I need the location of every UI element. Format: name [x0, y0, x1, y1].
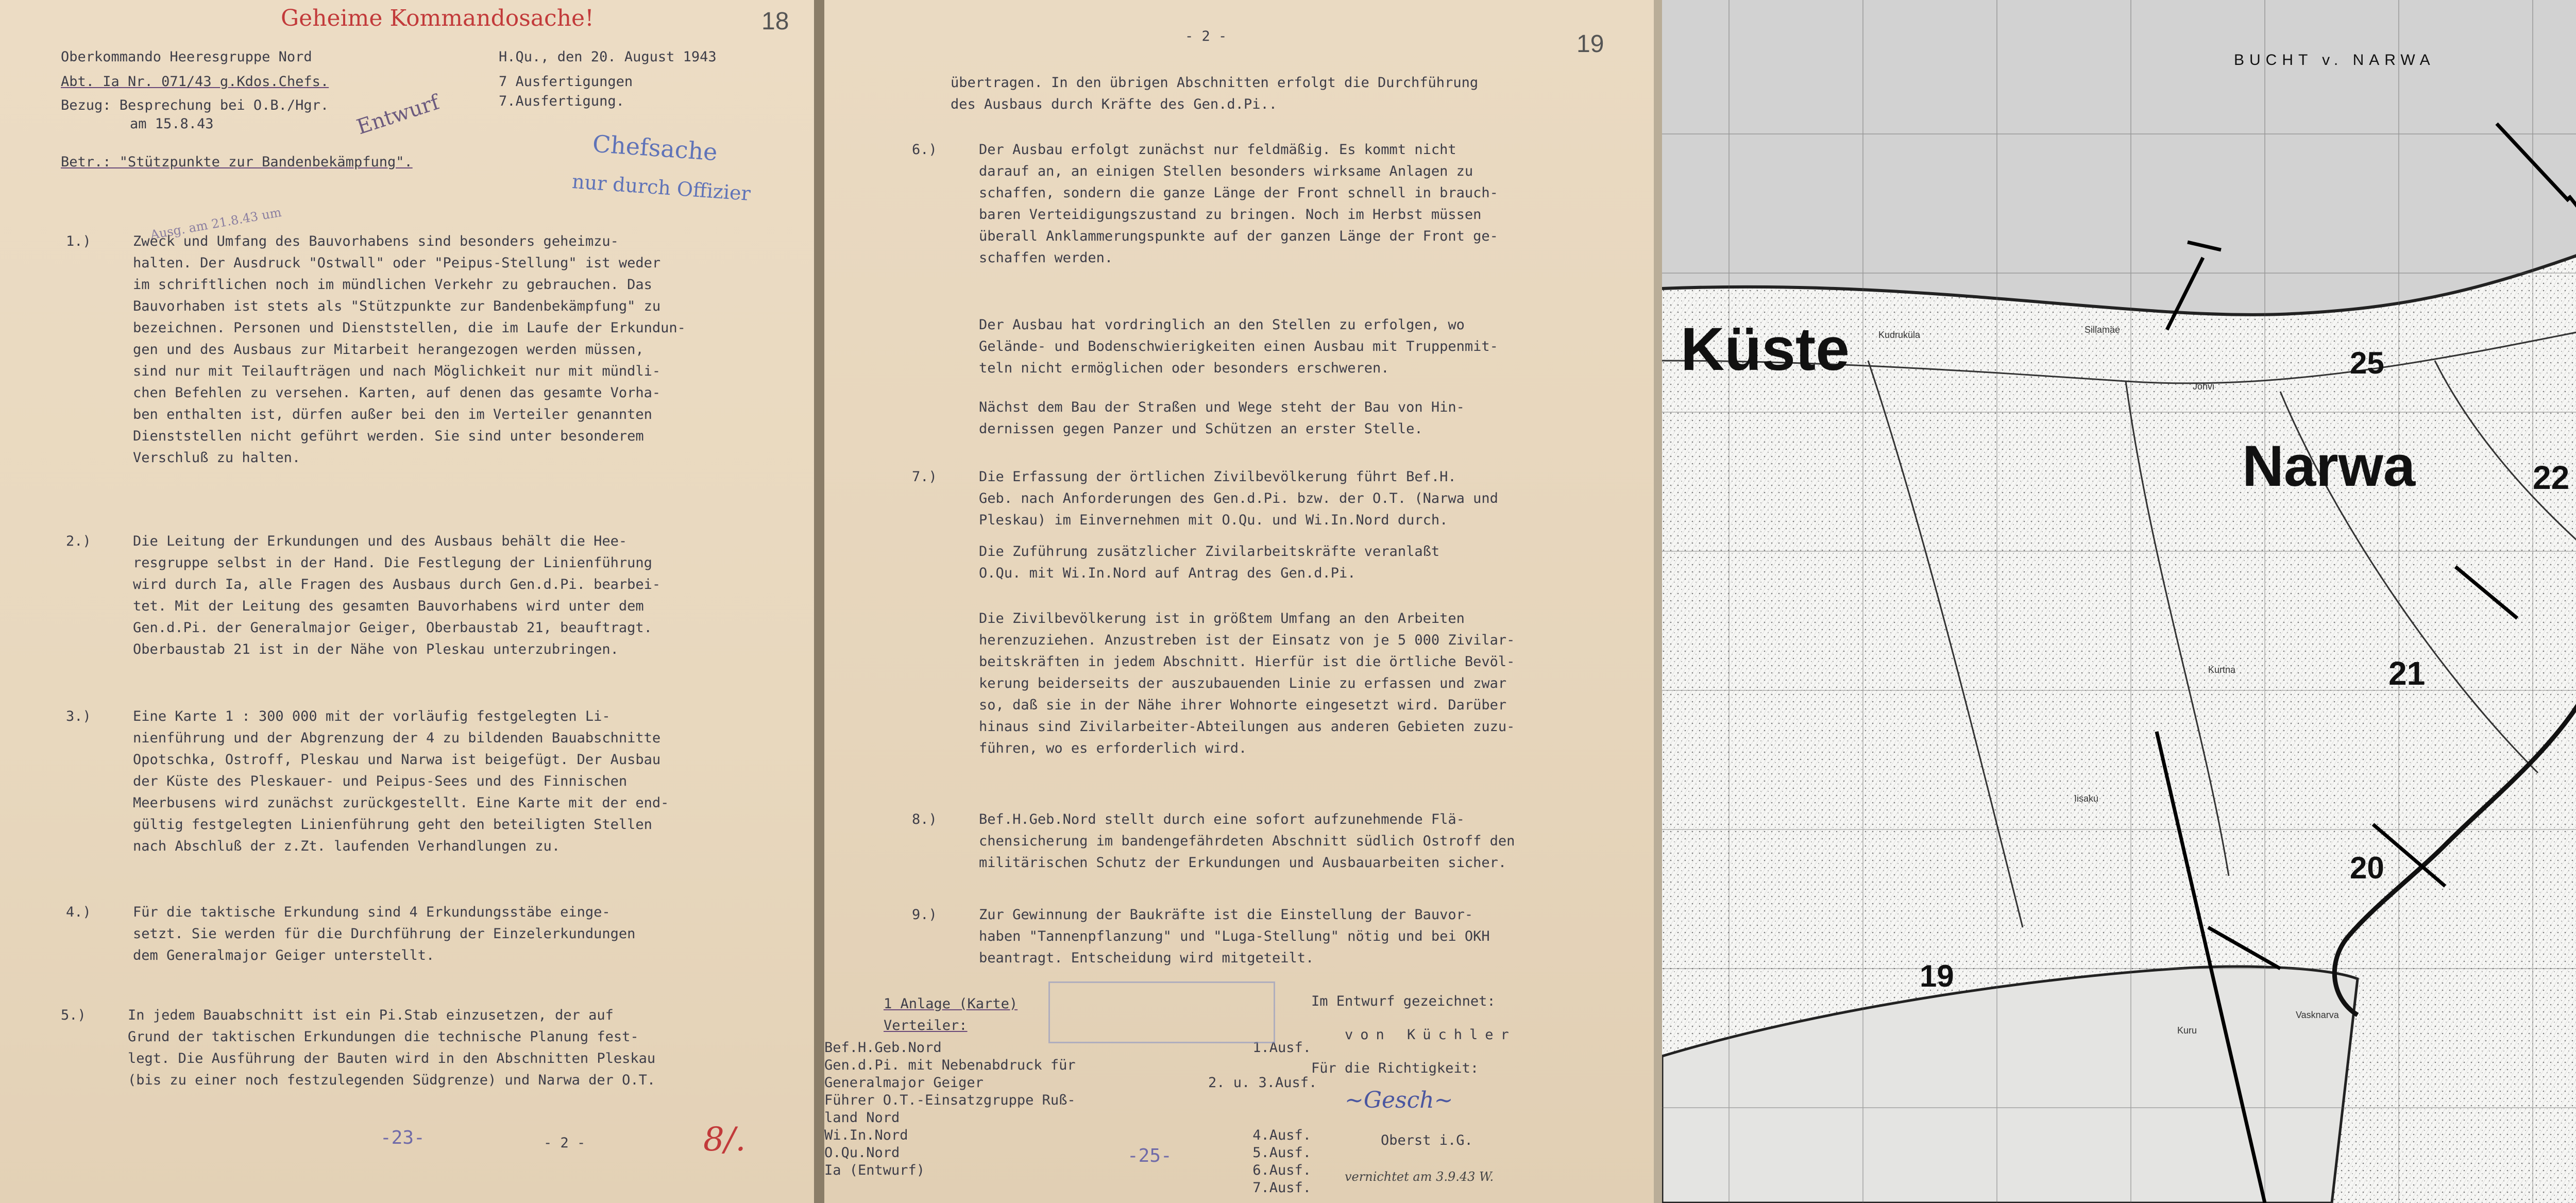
subject-line: Betr.: "Stützpunkte zur Bandenbekämpfung".	[61, 154, 413, 170]
town-label: Vasknarva	[2296, 1010, 2339, 1020]
distribution-entry: land Nord	[824, 1110, 900, 1126]
town-label: Sillamäe	[2084, 325, 2121, 335]
paragraph-2: 2.) Die Leitung der Erkundungen und des Ausbaus behält die Hee- resgruppe selbst in der Hand. Die Festlegung der Linienführung wird durch Ia, alle Fragen des Ausbaus durch Gen.d.Pi. bearbei- tet. Mit der Leitung des gesamten Bauvorhabens wird unter dem Gen.d.Pi. der Generalmajor Geiger, Oberbaustab 21, beauftragt. Oberbaustab 21 ist in der Nähe von Pleskau unterzubringen.	[66, 533, 661, 657]
section-21: 21	[2388, 655, 2426, 692]
paragraph-6c: Nächst dem Bau der Straßen und Wege steht der Bau von Hin- dernissen gegen Panzer und Schützen an erster Stelle.	[979, 399, 1465, 437]
paragraph-3: 3.) Eine Karte 1 : 300 000 mit der vorläufig festgelegten Li- nienführung und der Abgrenzung der 4 zu bildenden Bauabschnitte Opotschka, Ostroff, Pleskau und Narwa ist beigefügt. Der Ausbau der Küste des Pleskauer- und Peipus-Sees und des Finnischen Meerbusens wird zunächst zurückgestellt. Eine Karte mit der end- gültig festgelegten Linienführung geht den beteiligten Stellen nach Abschluß der z.Zt. laufenden Verhandlungen zu.	[66, 708, 669, 854]
distribution-heading: Verteiler:	[884, 1018, 968, 1033]
certified-correct: Für die Richtigkeit:	[1311, 1060, 1479, 1076]
document-page-2	[824, 0, 1654, 1203]
paragraph-7b: Die Zuführung zusätzlicher Zivilarbeitskräfte veranlaßt O.Qu. mit Wi.In.Nord auf Antrag des Gen.d.Pi.	[979, 544, 1440, 581]
footer-archive-number: -23-	[380, 1127, 425, 1148]
entwurf-stamp: Entwurf	[353, 90, 443, 140]
distribution-copy: 5.Ausf.	[1252, 1145, 1311, 1161]
officer-only-stamp: nur durch Offizier	[571, 170, 752, 206]
signed-in-draft: Im Entwurf gezeichnet:	[1311, 993, 1496, 1009]
continuation-text: übertragen. In den übrigen Abschnitten erfolgt die Durchführung des Ausbaus durch Kräfte des Gen.d.Pi..	[951, 75, 1479, 112]
distribution-copy: 4.Ausf.	[1252, 1127, 1311, 1143]
signer-rank: Oberst i.G.	[1381, 1132, 1473, 1148]
reference-line: Abt. Ia Nr. 071/43 g.Kdos.Chefs.	[61, 74, 329, 90]
bezug-date: am 15.8.43	[130, 116, 214, 132]
page-header: - 2 -	[1185, 28, 1227, 44]
page-divider	[814, 0, 824, 1203]
handwritten-note: vernichtet am 3.9.43 W.	[1345, 1170, 1494, 1184]
distribution-entry: Gen.d.Pi. mit Nebenabdruck für	[824, 1057, 1076, 1073]
paragraph-1: 1.) Zweck und Umfang des Bauvorhabens sind besonders geheimzu- halten. Der Ausdruck "Ostwall" oder "Peipus-Stellung" ist weder im schriftlichen noch im mündlichen Verkehr zu gebrauchen. Das Bauvorhaben ist stets als "Stützpunkte zur Bandenbekämpfung" zu bezeichnen. Personen und Dienststellen, die im Laufe der Erkundun- gen und des Ausbaus zur Mitarbeit herangezogen werden müssen, sind nur mit Teilaufträgen und nach Möglichkeit nur mit mündli- chen Befehlen zu versehen. Karten, auf denen das gesamte Vorha- ben enthalten ist, dürfen außer bei den im Verteiler genannten Dienststellen nicht geführt werden. Sie sind unter besonderem Verschluß zu halten.	[66, 233, 686, 466]
distribution-entry: Bef.H.Geb.Nord	[824, 1040, 942, 1056]
distribution-entry: Wi.In.Nord	[824, 1127, 908, 1143]
map-drawing	[1662, 0, 2576, 1203]
paragraph-8: 8.) Bef.H.Geb.Nord stellt durch eine sofort aufzunehmende Flä- chensicherung im bandengefährdeten Abschnitt südlich Ostroff den militärischen Schutz der Erkundungen und Ausbauarbeiten sicher.	[912, 811, 1515, 871]
paragraph-7c: Die Zivilbevölkerung ist in größtem Umfang an den Arbeiten herenzuziehen. Anzustreben ist der Einsatz von je 5 000 Zivilar- beitskräften in jedem Abschnitt. Hierfür ist die örtliche Bevöl- kerung beiderseits der auszubauenden Linie zu erfassen und zwar so, daß sie in der Nähe ihrer Wohnorte eingesetzt wird. Darüber hinaus sind Zivilarbeiter-Abteilungen aus anderen Gebieten zuzu- führen, wo es erforderlich wird.	[979, 611, 1515, 756]
town-label: Jõhvi	[2193, 381, 2215, 392]
paragraph-4: 4.) Für die taktische Erkundung sind 4 Erkundungsstäbe einge- setzt. Sie werden für die Durchführung der Einzelerkundungen dem Generalmajor Geiger unterstellt.	[66, 904, 636, 963]
map-panel	[1662, 0, 2576, 1203]
section-22: 22	[2533, 459, 2570, 496]
paragraph-6b: Der Ausbau hat vordringlich an den Stellen zu erfolgen, wo Gelände- und Bodenschwierigkeiten einen Ausbau mit Truppenmit- teln nicht ermöglichen oder besonders erschweren.	[979, 317, 1498, 376]
distribution-copy: 7.Ausf.	[1252, 1180, 1311, 1196]
coast-label: Küste	[1681, 315, 1850, 383]
document-page-1	[0, 0, 814, 1203]
registry-stamp-box	[1048, 981, 1275, 1043]
town-label: Kurtna	[2208, 665, 2236, 675]
section-20: 20	[2350, 851, 2384, 885]
header-date: H.Qu., den 20. August 1943	[499, 49, 717, 65]
copy-number: 7.Ausfertigung.	[499, 93, 624, 109]
distribution-entry: Führer O.T.-Einsatzgruppe Ruß-	[824, 1092, 1076, 1108]
section-25: 25	[2350, 346, 2384, 380]
attachment-note: 1 Anlage (Karte)	[884, 996, 1018, 1012]
copies-count: 7 Ausfertigungen	[499, 74, 633, 90]
distribution-entry: O.Qu.Nord	[824, 1145, 900, 1161]
distribution-copy: 2. u. 3.Ausf.	[1208, 1075, 1317, 1091]
chefsache-stamp: Chefsache	[591, 129, 719, 166]
signer-name: von Küchler	[1345, 1027, 1516, 1043]
page-divider	[1654, 0, 1662, 1203]
distribution-entry: Generalmajor Geiger	[824, 1075, 984, 1091]
distribution-copy: 1.Ausf.	[1252, 1040, 1311, 1056]
narwa-region-label: Narwa	[2242, 434, 2416, 498]
page-number: 19	[1577, 30, 1604, 58]
distribution-copy: 6.Ausf.	[1252, 1162, 1311, 1178]
town-label: Kudruküla	[1878, 330, 1921, 340]
bezug-line: Bezug: Besprechung bei O.B./Hgr.	[61, 97, 329, 113]
distribution-entry: Ia (Entwurf)	[824, 1162, 925, 1178]
header-organization: Oberkommando Heeresgruppe Nord	[61, 49, 312, 65]
paragraph-6: 6.) Der Ausbau erfolgt zunächst nur feldmäßig. Es kommt nicht darauf an, an einigen Stellen besonders wirksame Anlagen zu schaffen, sondern die ganze Länge der Front schnell in brauch- baren Verteidigungszustand zu bringen. Noch im Herbst müssen überall Anklammerungspunkte auf der ganzen Länge der Front ge- schaffen werden.	[912, 142, 1498, 266]
outgoing-stamp: Ausg. am 21.8.43 um	[149, 205, 283, 243]
page-number: 18	[761, 8, 789, 35]
paragraph-7: 7.) Die Erfassung der örtlichen Zivilbevölkerung führt Bef.H. Geb. nach Anforderungen des Gen.d.Pi. bzw. der O.T. (Narwa und Pleskau) im Einvernehmen mit O.Qu. und Wi.In.Nord durch.	[912, 469, 1498, 528]
section-19: 19	[1920, 959, 1954, 993]
secret-stamp: Geheime Kommandosache!	[281, 5, 594, 31]
paragraph-9: 9.) Zur Gewinnung der Baukräfte ist die Einstellung der Bauvor- haben "Tannenpflanzung" und "Luga-Stellung" nötig und bei OKH beantragt. Entscheidung wird mitgeteilt.	[912, 907, 1490, 966]
bay-title: BUCHT v. NARWA	[2234, 52, 2435, 69]
paragraph-5: 5.) In jedem Bauabschnitt ist ein Pi.Stab einzusetzen, der auf Grund der taktischen Erkundungen die technische Planung fest- legt. Die Ausführung der Bauten wird in den Abschnitten Pleskau (bis zu einer noch festzulegenden Südgrenze) und Narwa der O.T.	[61, 1007, 656, 1088]
town-label: Iisaku	[2074, 793, 2099, 804]
handwritten-red-mark: 8/.	[703, 1121, 746, 1159]
footer-page: - 2 -	[544, 1135, 586, 1151]
footer-archive-number: -25-	[1127, 1145, 1172, 1166]
town-label: Kuru	[2177, 1025, 2197, 1036]
signature: ~Gesch~	[1345, 1087, 1453, 1113]
